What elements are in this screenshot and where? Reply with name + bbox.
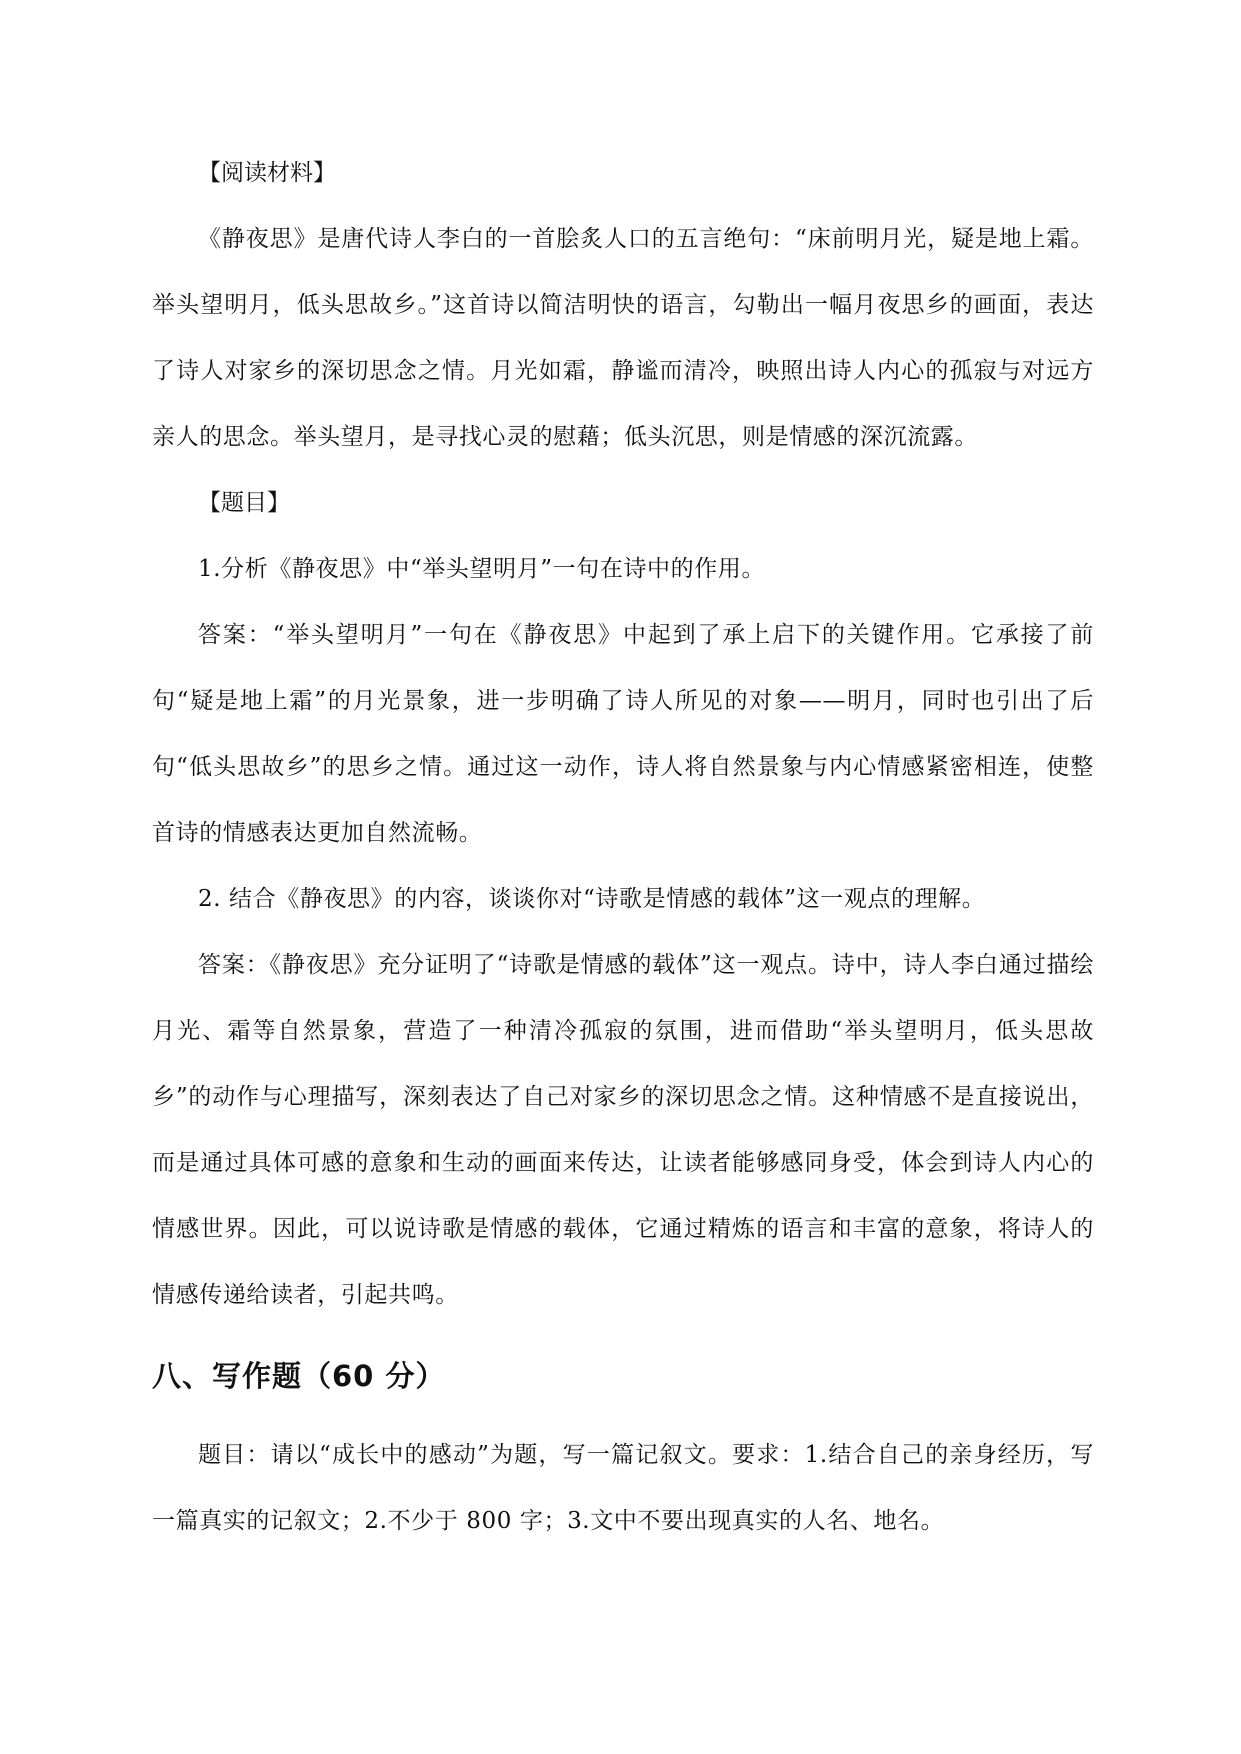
reading-material-text: 《静夜思》是唐代诗人李白的一首脍炙人口的五言绝句：“床前明月光，疑是地上霜。举头望明月，低头思故乡。”这首诗以简洁明快的语言，勾勒出一幅月夜思乡的画面，表达了诗人对家乡的深切思念之情。月光如霜，静谧而清冷，映照出诗人内心的孤寂与对远方亲人的思念。举头望月，是寻找心灵的慰藉；低头沉思，则是情感的深沉流露。: [152, 226, 1094, 450]
writing-prompt: 题目：请以“成长中的感动”为题，写一篇记叙文。要求：1.结合自己的亲身经历，写一篇真实的记叙文；2.不少于 800 字；3.文中不要出现真实的人名、地名。: [152, 1442, 1094, 1534]
questions-label: 【题目】: [198, 490, 290, 516]
reading-material-label: 【阅读材料】: [198, 160, 336, 186]
page-content: [152, 140, 1094, 1554]
question-1: 1.分析《静夜思》中“举头望明月”一句在诗中的作用。: [198, 556, 766, 582]
question-2: 2. 结合《静夜思》的内容，谈谈你对“诗歌是情感的载体”这一观点的理解。: [198, 886, 986, 912]
writing-section-title: 八、写作题（60 分）: [152, 1359, 446, 1393]
answer-2: 答案：《静夜思》充分证明了“诗歌是情感的载体”这一观点。诗中，诗人李白通过描绘月光、霜等自然景象，营造了一种清冷孤寂的氛围，进而借助“举头望明月，低头思故乡”的动作与心理描写，深刻表达了自己对家乡的深切思念之情。这种情感不是直接说出，而是通过具体可感的意象和生动的画面来传达，让读者能够感同身受，体会到诗人内心的情感世界。因此，可以说诗歌是情感的载体，它通过精炼的语言和丰富的意象，将诗人的情感传递给读者，引起共鸣。: [152, 952, 1094, 1308]
answer-1: 答案：“举头望明月”一句在《静夜思》中起到了承上启下的关键作用。它承接了前句“疑是地上霜”的月光景象，进一步明确了诗人所见的对象——明月，同时也引出了后句“低头思故乡”的思乡之情。通过这一动作，诗人将自然景象与内心情感紧密相连，使整首诗的情感表达更加自然流畅。: [152, 622, 1094, 846]
